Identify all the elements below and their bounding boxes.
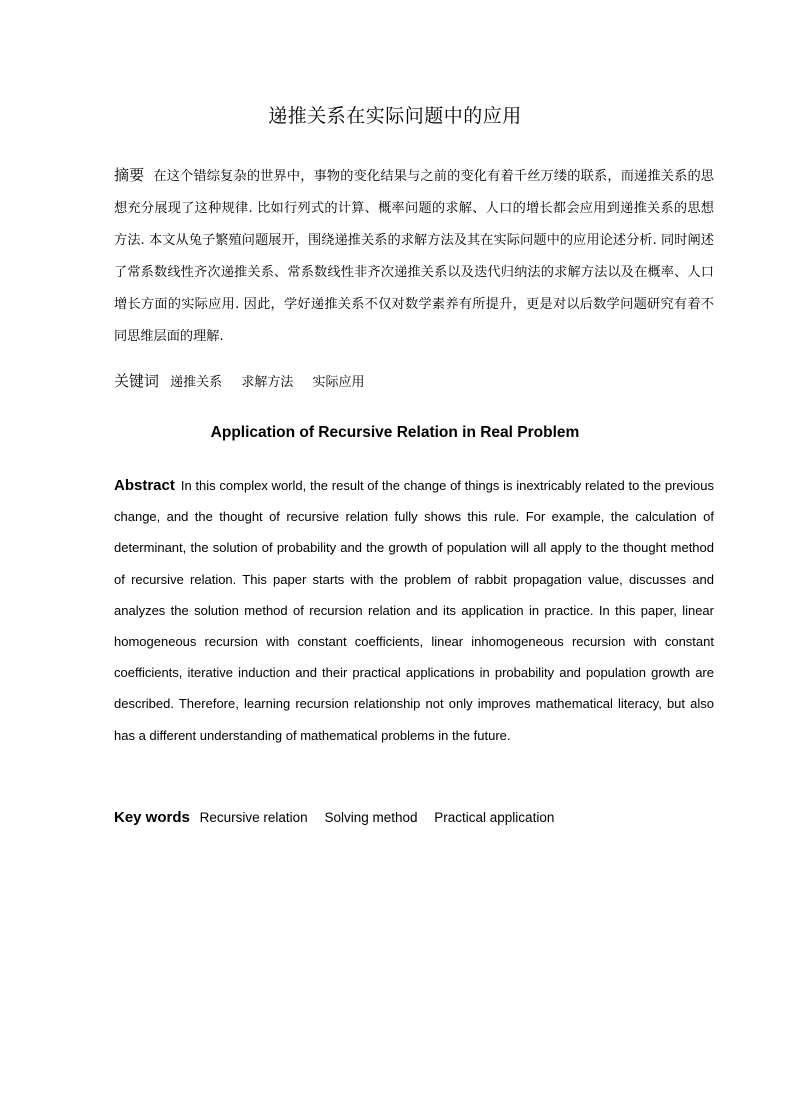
english-keyword: Solving method [324,810,418,825]
chinese-keyword: 递推关系 [170,375,223,390]
chinese-keyword: 求解方法 [241,375,294,390]
english-keyword: Practical application [434,810,555,825]
chinese-keywords-label: 关键词 [114,372,160,390]
chinese-keywords [114,366,714,398]
chinese-abstract-label: 摘要 [114,166,145,184]
english-keywords [114,803,714,833]
english-abstract-label: Abstract [114,477,175,494]
english-abstract [114,470,714,751]
chinese-title: 递推关系在实际问题中的应用 [268,105,522,127]
english-abstract-text: In this complex world, the result of the change of things is inextricably related to the previous change, and the thought of recursive relation fully shows this rule. For example, the calculation of determinant, the solution of probability and the growth of population will all apply to the thought method of recursive relation. This paper starts with the problem of rabbit propagation value, discusses and analyzes the solution method of recursion relation and its application in practice. In this paper, linear homogeneous recursion with constant coefficients, linear inhomogeneous recursion with constant coefficients, iterative induction and their practical applications in probability and population growth are described. Therefore, learning recursion relationship not only improves mathematical literacy, but also has a different understanding of mathematical problems in the future. [114,478,714,743]
english-keywords-label: Key words [114,809,190,826]
english-keyword: Recursive relation [199,810,308,825]
chinese-abstract [114,159,714,353]
chinese-abstract-text: 在这个错综复杂的世界中，事物的变化结果与之前的变化有着千丝万缕的联系，而递推关系的思想充分展现了这种规律. 比如行列式的计算、概率问题的求解、人口的增长都会应用到递推关系的思想方法. 本文从兔子繁殖问题展开，围绕递推关系的求解方法及其在实际问题中的应用论述分析. 同时阐述了常系数线性齐次递推关系、常系数线性非齐次递推关系以及迭代归纳法的求解方法以及在概率、人口增长方面的实际应用. 因此，学好递推关系不仅对数学素养有所提升，更是对以后数学问题研究有着不同思维层面的理解. [114,169,714,344]
chinese-keyword: 实际应用 [312,375,365,390]
english-title: Application of Recursive Relation in Real Problem [210,424,580,441]
